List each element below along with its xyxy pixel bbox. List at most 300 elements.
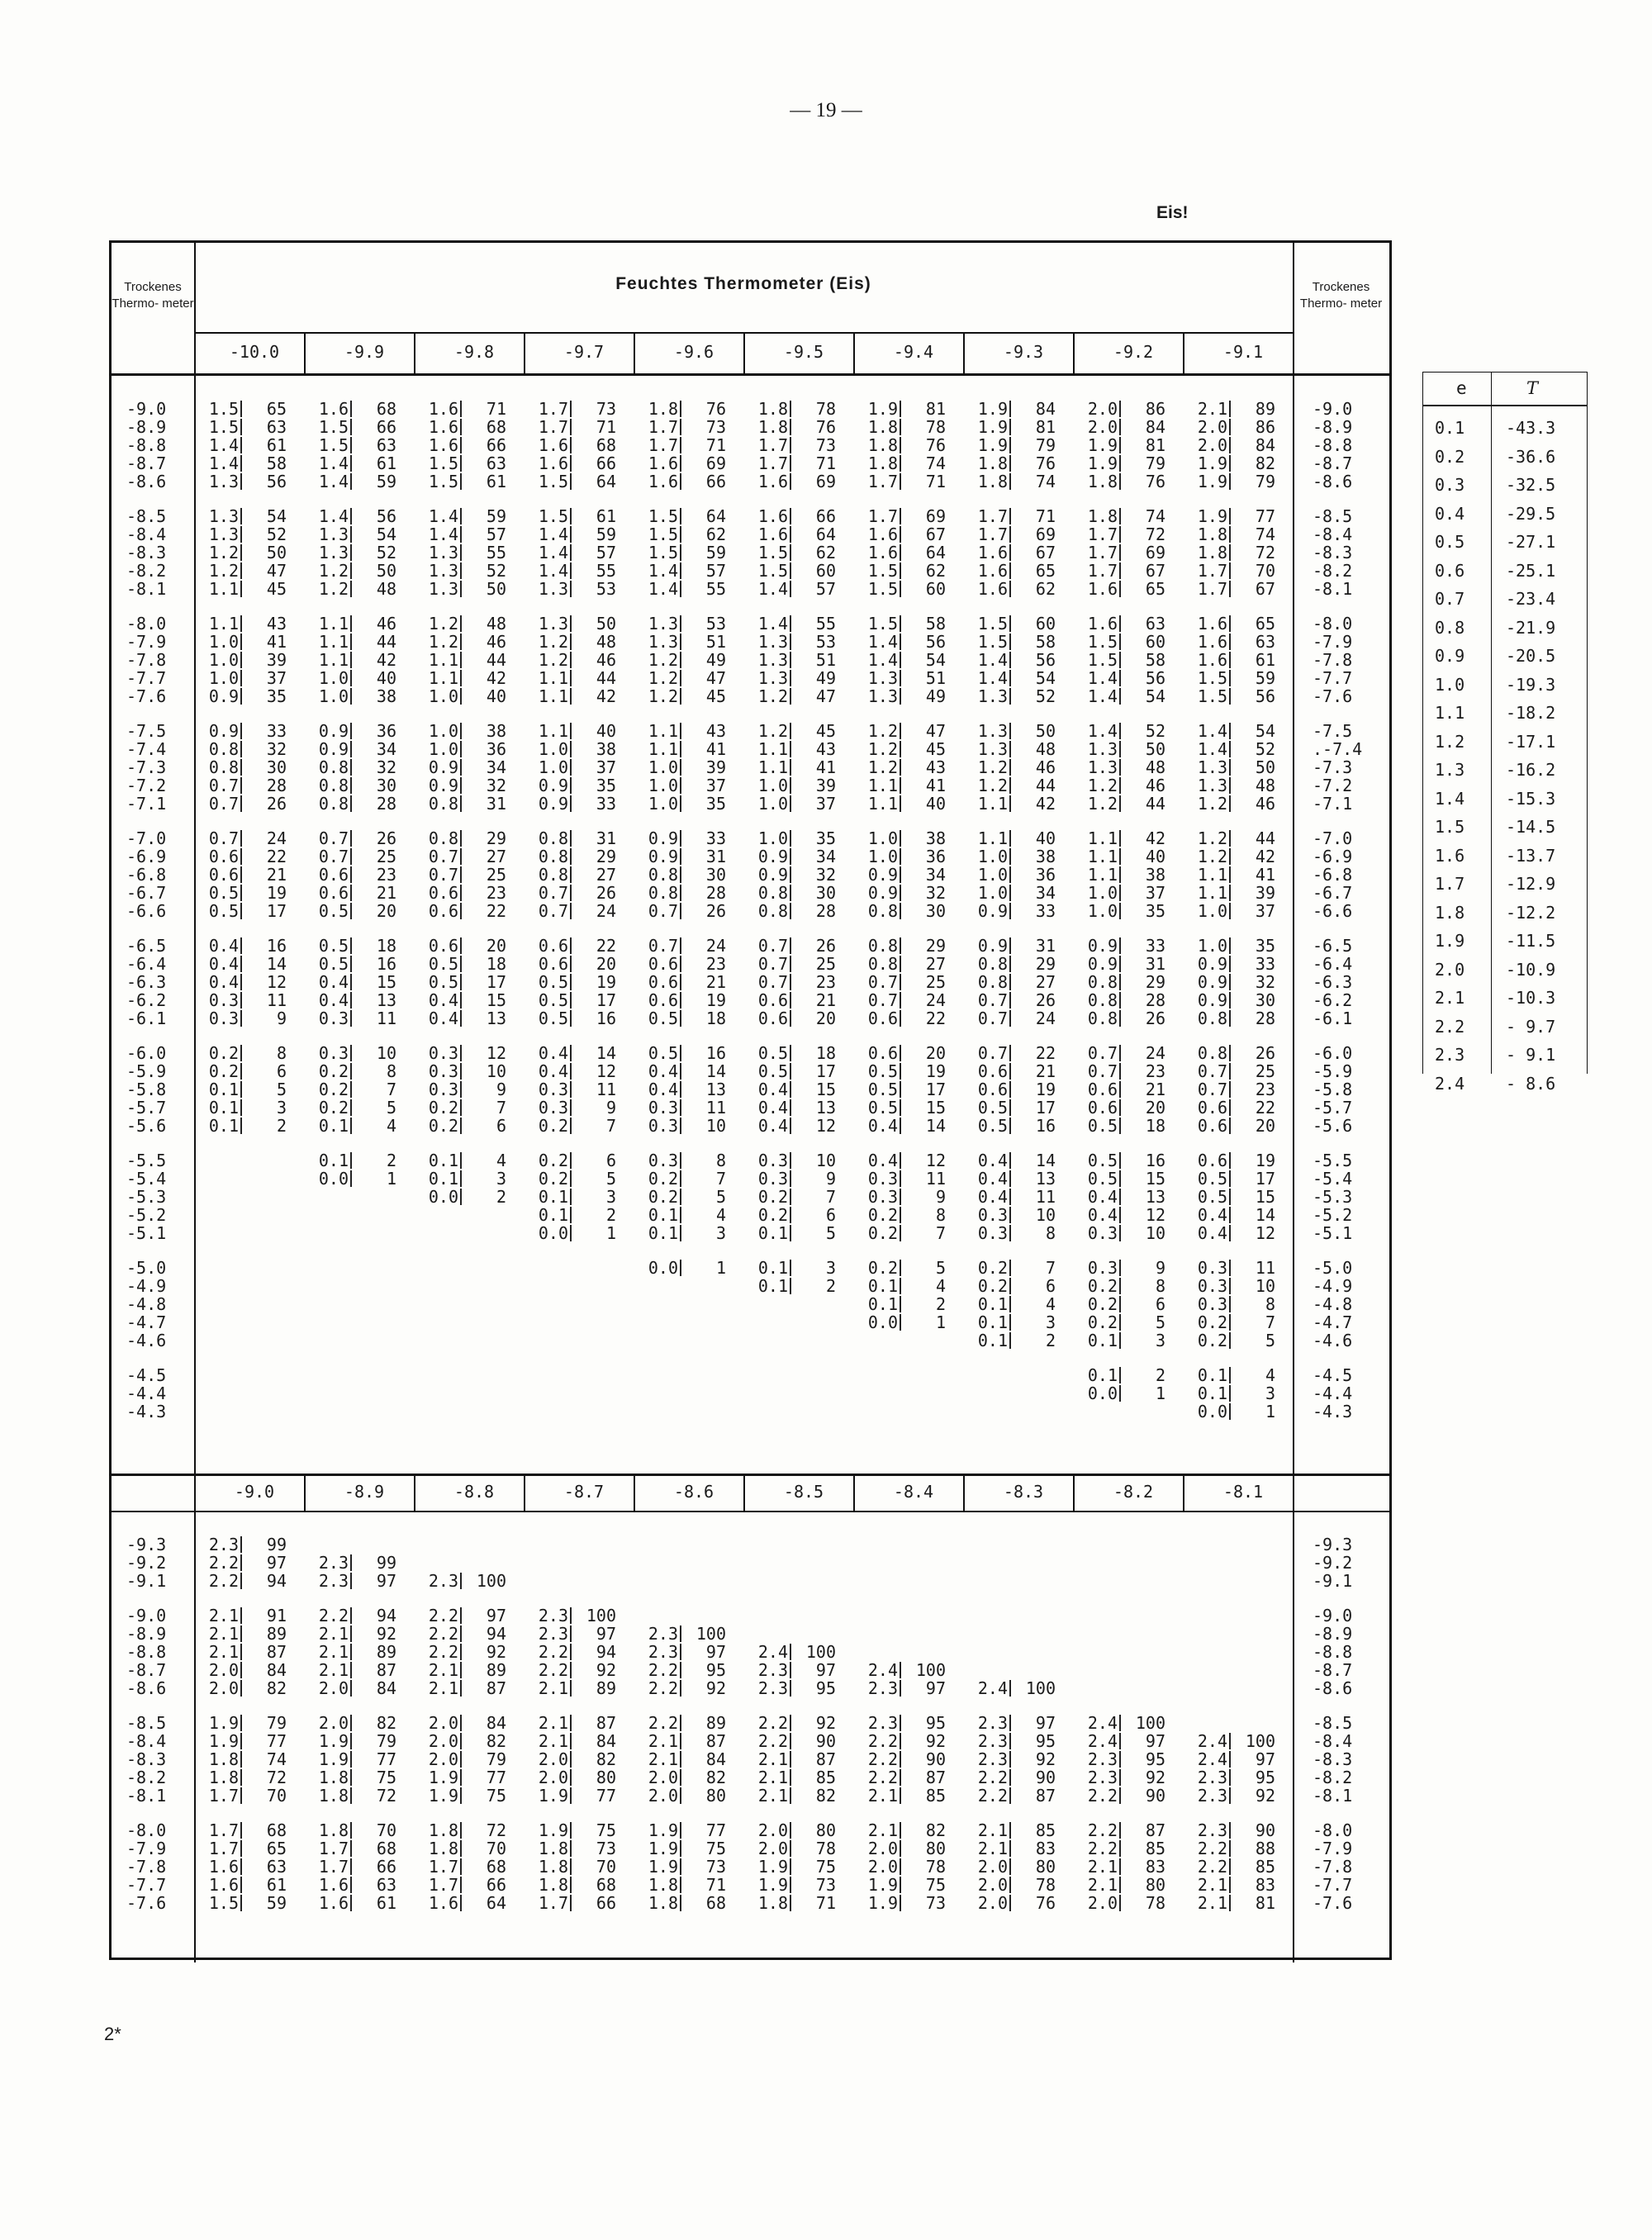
cell-divider (1229, 688, 1231, 705)
relative-humidity: 46 (596, 650, 616, 670)
vapor-pressure: 0.9 (977, 901, 1008, 921)
dry-value-right-bottom: -8.7 (1313, 1660, 1353, 1680)
dry-value-right: -8.0 (1313, 614, 1353, 634)
vapor-pressure: 0.1 (648, 1205, 678, 1225)
vapor-pressure: 0.1 (208, 1098, 239, 1118)
table-cell-bottom (206, 1858, 297, 1876)
relative-humidity: 33 (1145, 936, 1165, 956)
cell-divider (1229, 652, 1231, 668)
dry-value-left: -8.1 (126, 579, 167, 599)
relative-humidity: 37 (815, 794, 836, 814)
vapor-pressure: 1.3 (1087, 739, 1118, 759)
vapor-pressure: 0.8 (867, 936, 898, 956)
relative-humidity: 62 (1035, 579, 1056, 599)
vapor-pressure: 1.1 (648, 739, 678, 759)
relative-humidity: 22 (266, 847, 287, 866)
cell-divider (350, 1751, 352, 1768)
relative-humidity: 27 (596, 865, 616, 885)
relative-humidity: 2 (276, 1116, 287, 1136)
cell-divider (240, 1787, 242, 1804)
vapor-pressure: 2.2 (867, 1768, 898, 1787)
relative-humidity: 73 (705, 417, 726, 437)
table-cell (206, 651, 297, 669)
vapor-pressure: 1.1 (757, 757, 788, 777)
cell-divider (350, 652, 352, 668)
cell-divider (350, 795, 352, 812)
relative-humidity: 82 (1255, 453, 1275, 473)
cell-divider (350, 473, 352, 490)
cell-divider (460, 1607, 462, 1624)
cell-divider (680, 741, 681, 757)
relative-humidity: 31 (486, 794, 506, 814)
relative-humidity: 63 (376, 1875, 396, 1895)
table-cell (425, 991, 516, 1009)
cell-divider (460, 688, 462, 705)
vapor-pressure: 1.3 (428, 543, 458, 562)
legend-t-value: -27.1 (1506, 532, 1556, 552)
cell-divider (460, 544, 462, 561)
table-cell (1085, 758, 1175, 776)
table-cell-bottom (206, 1625, 297, 1643)
cell-divider (680, 544, 681, 561)
cell-divider (680, 795, 681, 812)
cell-divider (680, 526, 681, 543)
table-cell (535, 615, 626, 633)
table-cell (535, 651, 626, 669)
cell-divider (570, 1207, 572, 1223)
vapor-pressure: 1.9 (318, 1731, 349, 1751)
table-cell (1194, 866, 1285, 884)
table-cell (865, 847, 956, 866)
cell-divider (570, 759, 572, 776)
relative-humidity: 81 (1145, 435, 1165, 455)
cell-divider (1009, 1225, 1011, 1241)
cell-divider (350, 526, 352, 543)
vapor-pressure: 2.0 (318, 1678, 349, 1698)
legend-e-value: 1.7 (1435, 874, 1465, 894)
vapor-pressure: 0.2 (208, 1061, 239, 1081)
table-cell-bottom (535, 1643, 626, 1661)
cell-divider (350, 992, 352, 1008)
relative-humidity: 44 (486, 650, 506, 670)
relative-humidity: 78 (1145, 1893, 1165, 1913)
dry-value-right: -7.6 (1313, 686, 1353, 706)
relative-humidity: 43 (815, 739, 836, 759)
relative-humidity: 5 (1265, 1331, 1275, 1350)
dry-value-right: -5.3 (1313, 1187, 1353, 1207)
table-cell (755, 1224, 846, 1242)
dry-value-right-bottom: -7.6 (1313, 1893, 1353, 1913)
relative-humidity: 28 (1255, 1008, 1275, 1028)
vapor-pressure: 0.9 (867, 883, 898, 903)
table-cell (645, 507, 736, 525)
relative-humidity: 54 (376, 524, 396, 544)
dry-value-left: -5.2 (126, 1205, 167, 1225)
vapor-pressure: 1.3 (867, 686, 898, 706)
cell-divider (240, 437, 242, 453)
table-cell-bottom (425, 1606, 516, 1625)
vapor-pressure: 0.2 (208, 1043, 239, 1063)
relative-humidity: 17 (596, 990, 616, 1010)
dry-value-left-bottom: -9.0 (126, 1606, 167, 1625)
cell-divider (350, 1715, 352, 1731)
relative-humidity: 30 (266, 757, 287, 777)
cell-divider (350, 401, 352, 417)
cell-divider (570, 1895, 572, 1911)
relative-humidity: 3 (825, 1258, 836, 1278)
dry-value-left: -6.1 (126, 1008, 167, 1028)
vapor-pressure: 1.8 (648, 1893, 678, 1913)
cell-divider (790, 956, 791, 972)
cell-divider (1009, 1099, 1011, 1116)
dry-value-left: -5.1 (126, 1223, 167, 1243)
table-cell-bottom (755, 1714, 846, 1732)
relative-humidity: 78 (925, 417, 946, 437)
vapor-pressure: 0.4 (318, 990, 349, 1010)
vapor-pressure: 0.8 (208, 757, 239, 777)
table-cell (206, 973, 297, 991)
vapor-pressure: 1.3 (208, 524, 239, 544)
dry-value-left: -8.9 (126, 417, 167, 437)
vapor-pressure: 2.0 (538, 1749, 568, 1769)
relative-humidity: 54 (1255, 721, 1275, 741)
cell-divider (1009, 759, 1011, 776)
table-cell (975, 1206, 1066, 1224)
relative-humidity: 75 (815, 1857, 836, 1877)
cell-divider (900, 419, 901, 435)
table-cell (645, 651, 736, 669)
cell-divider (1119, 974, 1121, 990)
cell-divider (570, 1152, 572, 1169)
cell-divider (240, 1573, 242, 1589)
vapor-pressure: 1.0 (208, 650, 239, 670)
vapor-pressure: 0.4 (1197, 1223, 1227, 1243)
vapor-pressure: 1.1 (977, 828, 1008, 848)
cell-divider (350, 1840, 352, 1857)
cell-divider (790, 885, 791, 901)
vapor-pressure: 0.6 (428, 936, 458, 956)
vapor-pressure: 1.1 (867, 794, 898, 814)
table-cell (316, 1170, 406, 1188)
legend-e-value: 1.6 (1435, 845, 1465, 866)
cell-divider (460, 956, 462, 972)
table-cell (975, 902, 1066, 920)
vapor-pressure: 2.2 (428, 1606, 458, 1625)
relative-humidity: 46 (1145, 776, 1165, 795)
relative-humidity: 64 (486, 1893, 506, 1913)
vapor-pressure: 0.8 (648, 883, 678, 903)
relative-humidity: 15 (925, 1098, 946, 1118)
table-cell-bottom (645, 1821, 736, 1839)
table-cell (1085, 795, 1175, 813)
table-cell (316, 991, 406, 1009)
cell-divider (900, 615, 901, 632)
cell-divider (240, 562, 242, 579)
legend-e-value: 1.9 (1435, 931, 1465, 951)
cell-divider (790, 1118, 791, 1134)
table-cell (206, 454, 297, 472)
relative-humidity: 27 (1035, 972, 1056, 992)
relative-humidity: 54 (925, 650, 946, 670)
cell-divider (680, 419, 681, 435)
wet-column-header: -9.9 (344, 342, 385, 362)
vapor-pressure: 1.7 (318, 1857, 349, 1877)
table-cell (535, 866, 626, 884)
cell-divider (790, 1751, 791, 1768)
vapor-pressure: 2.3 (867, 1678, 898, 1698)
cell-divider (460, 1769, 462, 1786)
vapor-pressure: 1.8 (1087, 506, 1118, 526)
table-cell (316, 543, 406, 562)
relative-humidity: 10 (815, 1151, 836, 1170)
vapor-pressure: 0.6 (648, 972, 678, 992)
cell-divider (900, 1118, 901, 1134)
cell-divider (680, 437, 681, 453)
cell-divider (790, 1189, 791, 1205)
vapor-pressure: 2.1 (867, 1786, 898, 1806)
dry-value-right: -6.2 (1313, 990, 1353, 1010)
vapor-pressure: 2.4 (757, 1642, 788, 1662)
relative-humidity: 68 (596, 435, 616, 455)
wet-column-header: -9.3 (1003, 342, 1044, 362)
cell-divider (350, 1733, 352, 1749)
relative-humidity: 52 (1035, 686, 1056, 706)
table-cell-bottom (1194, 1750, 1285, 1768)
cell-divider (240, 1644, 242, 1660)
table-cell (1194, 400, 1285, 418)
vapor-pressure: 0.2 (648, 1187, 678, 1207)
vapor-pressure: 1.0 (538, 739, 568, 759)
dry-value-right: -8.2 (1313, 561, 1353, 581)
table-cell-bottom (975, 1732, 1066, 1750)
cell-divider (240, 581, 242, 597)
cell-divider (1009, 1332, 1011, 1349)
relative-humidity: 30 (1255, 990, 1275, 1010)
relative-humidity: 85 (815, 1768, 836, 1787)
dry-value-left: -8.0 (126, 614, 167, 634)
cell-divider (350, 581, 352, 597)
relative-humidity: 75 (376, 1768, 396, 1787)
cell-divider (240, 1715, 242, 1731)
cell-divider (460, 401, 462, 417)
relative-humidity: 59 (266, 1893, 287, 1913)
relative-humidity: 2 (1045, 1331, 1056, 1350)
table-cell (535, 740, 626, 758)
table-cell-bottom (316, 1625, 406, 1643)
relative-humidity: 42 (1255, 847, 1275, 866)
relative-humidity: 10 (1255, 1276, 1275, 1296)
relative-humidity: 44 (1035, 776, 1056, 795)
table-cell (645, 669, 736, 687)
relative-humidity: 55 (486, 543, 506, 562)
relative-humidity: 77 (266, 1731, 287, 1751)
legend-table (1422, 372, 1588, 1094)
cell-divider (460, 1715, 462, 1731)
relative-humidity: 5 (825, 1223, 836, 1243)
table-cell (425, 884, 516, 902)
relative-humidity: 76 (1145, 472, 1165, 491)
vapor-pressure: 2.2 (318, 1606, 349, 1625)
vapor-pressure: 1.8 (1087, 472, 1118, 491)
vapor-pressure: 2.2 (538, 1660, 568, 1680)
cell-divider (460, 1010, 462, 1027)
relative-humidity: 50 (266, 543, 287, 562)
table-cell (206, 829, 297, 847)
vapor-pressure: 0.5 (318, 954, 349, 974)
table-cell (316, 562, 406, 580)
vapor-pressure: 1.8 (648, 1875, 678, 1895)
cell-divider (570, 992, 572, 1008)
relative-humidity: 63 (486, 453, 506, 473)
cell-divider (790, 741, 791, 757)
vapor-pressure: 1.2 (318, 579, 349, 599)
cell-divider (790, 1822, 791, 1839)
wet-column-header-bottom: -8.2 (1113, 1482, 1154, 1502)
relative-humidity: 71 (925, 472, 946, 491)
table-cell (865, 1170, 956, 1188)
relative-humidity: 85 (1255, 1857, 1275, 1877)
vapor-pressure: 1.3 (1197, 757, 1227, 777)
dry-value-left: -7.2 (126, 776, 167, 795)
dry-value-left: -5.9 (126, 1061, 167, 1081)
table-cell (425, 472, 516, 491)
cell-divider (1229, 1769, 1231, 1786)
cell-divider (240, 615, 242, 632)
cell-divider (900, 1787, 901, 1804)
relative-humidity: 90 (925, 1749, 946, 1769)
cell-divider (1229, 1403, 1231, 1420)
vapor-pressure: 2.4 (1087, 1731, 1118, 1751)
relative-humidity: 16 (596, 1008, 616, 1028)
table-cell-bottom (1194, 1894, 1285, 1912)
relative-humidity: 66 (486, 435, 506, 455)
cell-divider (680, 1045, 681, 1061)
cell-divider (570, 956, 572, 972)
vapor-pressure: 0.6 (757, 1008, 788, 1028)
cell-divider (1119, 866, 1121, 883)
vapor-pressure: 2.3 (648, 1642, 678, 1662)
cell-divider (1229, 956, 1231, 972)
table-cell (1194, 937, 1285, 955)
vapor-pressure: 2.0 (208, 1678, 239, 1698)
table-cell-bottom (316, 1679, 406, 1697)
relative-humidity: 15 (815, 1080, 836, 1099)
relative-humidity: 48 (596, 632, 616, 652)
cell-divider (1229, 615, 1231, 632)
cell-divider (900, 974, 901, 990)
vapor-pressure: 1.5 (867, 579, 898, 599)
table-cell (535, 1009, 626, 1027)
table-cell (865, 776, 956, 795)
table-cell (1194, 525, 1285, 543)
relative-humidity: 40 (596, 721, 616, 741)
cell-divider (1229, 974, 1231, 990)
relative-humidity: 58 (266, 453, 287, 473)
table-cell (755, 1188, 846, 1206)
vapor-pressure: 0.3 (1197, 1294, 1227, 1314)
relative-humidity: 68 (486, 417, 506, 437)
table-cell (865, 740, 956, 758)
vapor-pressure: 1.9 (977, 417, 1008, 437)
cell-divider (1119, 903, 1121, 919)
relative-humidity: 71 (815, 1893, 836, 1913)
cell-divider (1009, 1314, 1011, 1331)
cell-divider (350, 1822, 352, 1839)
cell-divider (570, 741, 572, 757)
table-cell (975, 1151, 1066, 1170)
cell-divider (1229, 1895, 1231, 1911)
cell-divider (900, 1152, 901, 1169)
cell-divider (460, 1787, 462, 1804)
table-cell (206, 795, 297, 813)
relative-humidity: 100 (476, 1571, 506, 1591)
cell-divider (790, 974, 791, 990)
vapor-pressure: 0.8 (318, 794, 349, 814)
vapor-pressure: 1.9 (977, 399, 1008, 419)
cell-divider (790, 1063, 791, 1080)
cell-divider (570, 885, 572, 901)
relative-humidity: 78 (815, 1839, 836, 1858)
vapor-pressure: 2.1 (1197, 1893, 1227, 1913)
relative-humidity: 81 (1255, 1893, 1275, 1913)
cell-divider (1229, 562, 1231, 579)
cell-divider (790, 401, 791, 417)
dry-value-right-bottom: -9.1 (1313, 1571, 1353, 1591)
cell-divider (900, 937, 901, 954)
table-cell (645, 543, 736, 562)
relative-humidity: 30 (705, 865, 726, 885)
table-cell-bottom (316, 1787, 406, 1805)
cell-divider (1229, 473, 1231, 490)
cell-divider (240, 848, 242, 865)
vapor-pressure: 0.6 (538, 954, 568, 974)
vapor-pressure: 1.8 (867, 453, 898, 473)
table-cell (316, 651, 406, 669)
table-cell (1194, 1170, 1285, 1188)
vapor-pressure: 1.7 (867, 472, 898, 491)
vapor-pressure: 1.9 (318, 1749, 349, 1769)
vapor-pressure: 0.7 (757, 936, 788, 956)
cell-divider (570, 1099, 572, 1116)
relative-humidity: 36 (486, 739, 506, 759)
table-cell (425, 1151, 516, 1170)
relative-humidity: 25 (376, 847, 396, 866)
cell-divider (570, 562, 572, 579)
cell-divider (460, 795, 462, 812)
relative-humidity: 21 (266, 865, 287, 885)
signature-mark: 2* (104, 2024, 121, 2044)
vapor-pressure: 1.9 (648, 1857, 678, 1877)
vapor-pressure: 1.9 (1197, 506, 1227, 526)
table-cell (755, 1170, 846, 1188)
relative-humidity: 46 (1255, 794, 1275, 814)
cell-divider (680, 830, 681, 847)
table-cell (206, 740, 297, 758)
cell-divider (240, 1099, 242, 1116)
vapor-pressure: 2.2 (1087, 1820, 1118, 1840)
vapor-pressure: 0.4 (538, 1043, 568, 1063)
table-cell (206, 937, 297, 955)
cell-divider (790, 544, 791, 561)
relative-humidity: 37 (266, 668, 287, 688)
cell-divider (460, 581, 462, 597)
table-cell-bottom (975, 1768, 1066, 1787)
cell-divider (680, 903, 681, 919)
dry-value-right-bottom: -7.7 (1313, 1875, 1353, 1895)
dry-value-left: -7.6 (126, 686, 167, 706)
relative-humidity: 79 (376, 1731, 396, 1751)
cell-divider (1009, 652, 1011, 668)
